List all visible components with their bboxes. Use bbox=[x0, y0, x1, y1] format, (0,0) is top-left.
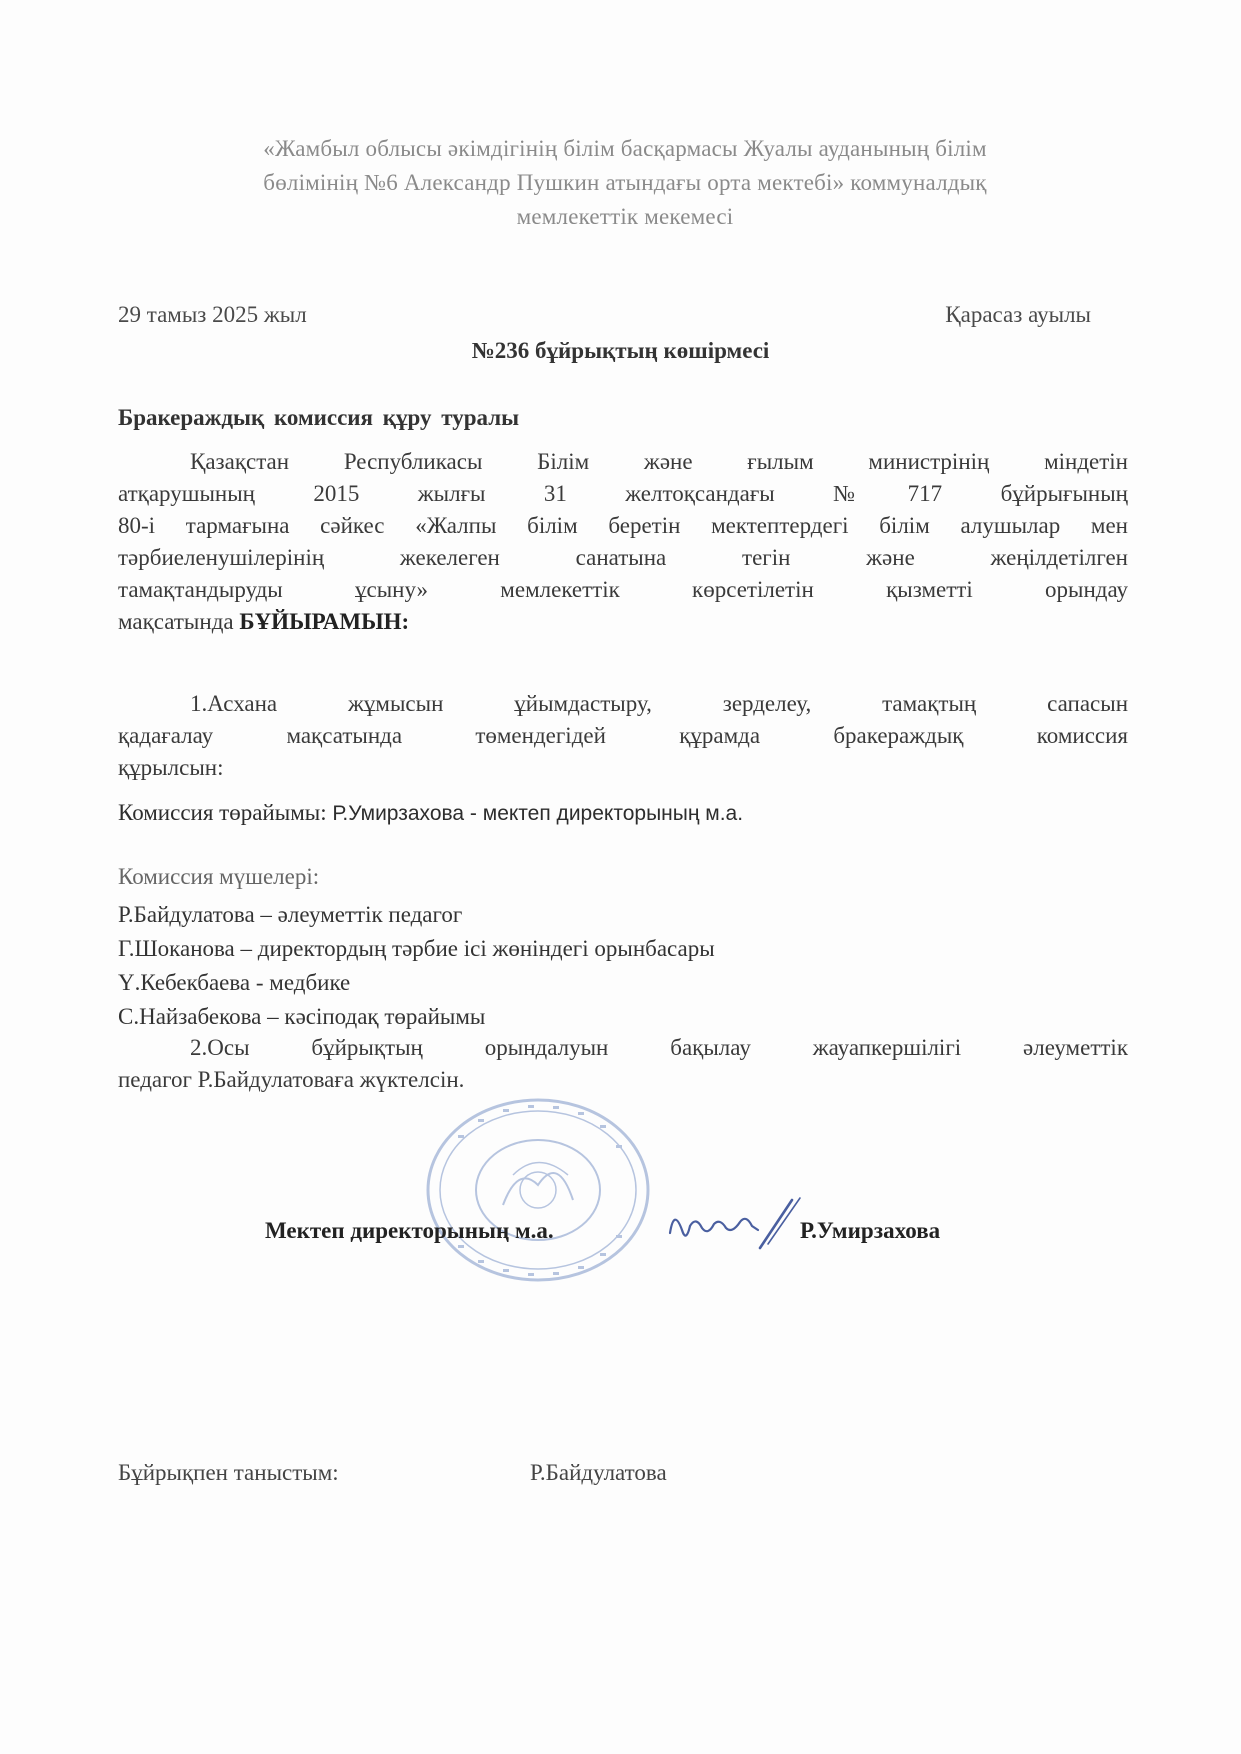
paragraph-line: тамақтандыруды ұсыну» мемлекеттік көрсетілетін қызметті орындау bbox=[118, 577, 1128, 602]
acknowledgement-name: Р.Байдулатова bbox=[530, 1460, 667, 1485]
chair-label: Комиссия төрайымы: bbox=[118, 800, 327, 825]
item-1-paragraph bbox=[118, 688, 1128, 784]
member-item: С.Найзабекова – кәсіподақ төрайымы bbox=[118, 1004, 486, 1029]
paragraph-line: педагог Р.Байдулатоваға жүктелсін. bbox=[118, 1067, 465, 1092]
paragraph-line: 2.Осы бұйрықтың орындалуын бақылау жауапкершілігі әлеуметтік bbox=[190, 1035, 1128, 1060]
header-line: бөлімінің №6 Александр Пушкин атындағы орта мектебі» коммуналдық bbox=[263, 170, 987, 195]
paragraph-line: тәрбиеленушілерінің жекелеген санатына тегін және жеңілдетілген bbox=[118, 545, 1128, 570]
members-list bbox=[118, 898, 715, 1034]
paragraph-line: 1.Асхана жұмысын ұйымдастыру, зерделеу, тамақтың сапасын bbox=[190, 691, 1128, 716]
paragraph-line: құрылсын: bbox=[118, 755, 224, 780]
signatory-position: Мектеп директорының м.а. bbox=[265, 1218, 554, 1243]
handwritten-signature-icon bbox=[660, 1188, 810, 1258]
organization-header bbox=[150, 132, 1100, 234]
order-date: 29 тамыз 2025 жыл bbox=[118, 302, 307, 327]
order-keyword: БҰЙЫРАМЫН: bbox=[239, 609, 410, 634]
signatory-name: Р.Умирзахова bbox=[800, 1218, 941, 1243]
preamble-paragraph bbox=[118, 446, 1128, 638]
commission-chair bbox=[118, 800, 743, 826]
header-line: мемлекеттік мекемесі bbox=[516, 204, 734, 229]
order-place: Қарасаз ауылы bbox=[945, 302, 1091, 327]
paragraph-line: қадағалау мақсатында төмендегідей құрамда бракераждық комиссия bbox=[118, 723, 1128, 748]
paragraph-line: атқарушының 2015 жылғы 31 желтоқсандағы №717 бұйрығының bbox=[118, 481, 1128, 506]
order-subject: Бракераждық комиссия құру туралы bbox=[118, 405, 520, 430]
paragraph-line bbox=[118, 606, 1128, 638]
item-2-paragraph bbox=[118, 1032, 1128, 1096]
member-item: Р.Байдулатова – әлеуметтік педагог bbox=[118, 902, 463, 927]
member-item: Ү.Кебекбаева - медбике bbox=[118, 970, 351, 995]
chair-name: Р.Умирзахова - мектеп директорының м.а. bbox=[332, 802, 744, 825]
members-title: Комиссия мүшелері: bbox=[118, 864, 320, 889]
acknowledgement-label: Бұйрықпен таныстым: bbox=[118, 1460, 339, 1485]
member-item: Г.Шоканова – директордың тәрбие ісі жөніндегі орынбасары bbox=[118, 936, 715, 961]
document-title: №236 бұйрықтың көшірмесі bbox=[471, 338, 770, 363]
official-stamp-icon bbox=[418, 1095, 658, 1285]
paragraph-text: мақсатында bbox=[118, 609, 234, 634]
header-line: «Жамбыл облысы әкімдігінің білім басқармасы Жуалы ауданының білім bbox=[263, 136, 987, 161]
paragraph-line: Қазақстан Республикасы Білім және ғылым министрінің міндетін bbox=[190, 449, 1128, 474]
paragraph-line: 80-і тармағына сәйкес «Жалпы білім беретін мектептердегі білім алушылар мен bbox=[118, 513, 1128, 538]
